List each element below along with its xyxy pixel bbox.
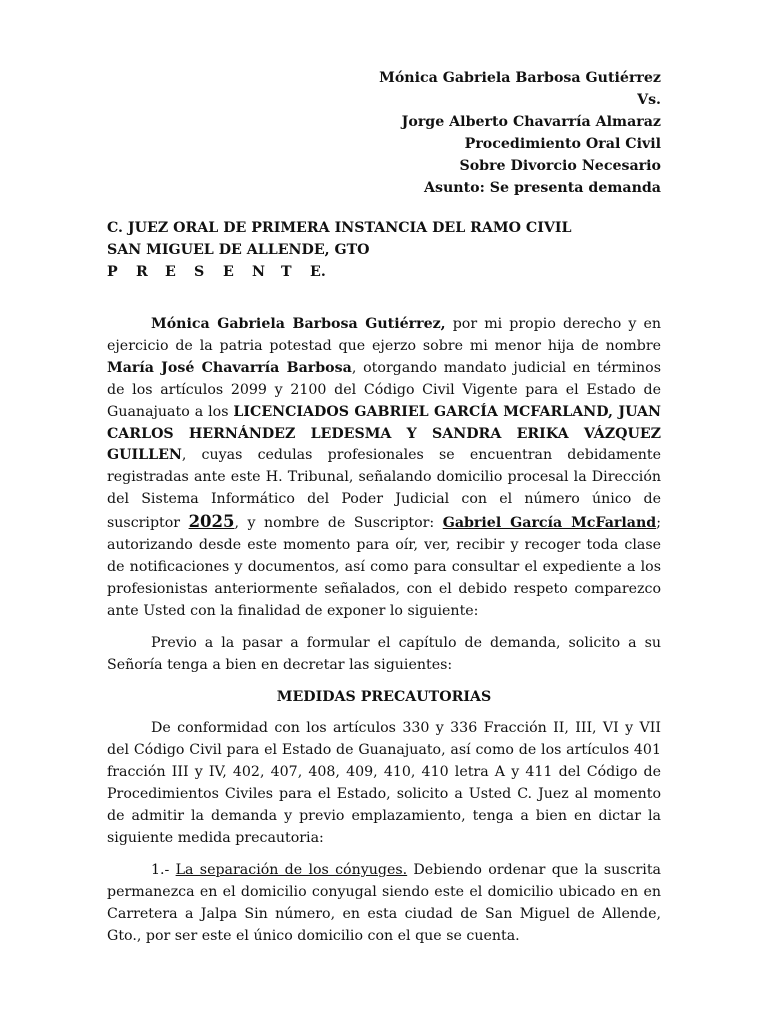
case-matter: Asunto: Se presenta demanda bbox=[423, 180, 661, 196]
addressee-location: SAN MIGUEL DE ALLENDE, GTO bbox=[107, 242, 370, 258]
versus: Vs. bbox=[637, 92, 661, 108]
defendant-name: Jorge Alberto Chavarría Almaraz bbox=[401, 114, 661, 130]
case-header bbox=[379, 67, 661, 199]
paragraph-measure-1: 1.- La separación de los cónyuges. Debiendo ordenar que la suscrita permanezca en el domicilio conyugal siendo este el domicilio ubicado en en Carretera a Jalpa Sin número, en esta ciudad de San Miguel de Allende, Gto., por ser este el único domicilio con el que se cuenta. bbox=[107, 861, 662, 944]
case-subject: Sobre Divorcio Necesario bbox=[459, 158, 661, 174]
addressee-judge: C. JUEZ ORAL DE PRIMERA INSTANCIA DEL RAMO CIVIL bbox=[107, 220, 572, 236]
document-body bbox=[107, 314, 661, 947]
paragraph-request: Previo a la pasar a formular el capítulo de demanda, solicito a su Señoría tenga a bien en decretar las siguientes: bbox=[107, 634, 661, 673]
section-heading: MEDIDAS PRECAUTORIAS bbox=[276, 688, 492, 705]
procedure-type: Procedimiento Oral Civil bbox=[464, 136, 661, 152]
paragraph-legal-basis: De conformidad con los artículos 330 y 336 Fracción II, III, VI y VII del Código Civil para el Estado de Guanajuato, así como de los artículos 401 fracción III y IV, 402, 407, 408, 409, 410, 410 letra A y 411 del Código de Procedimientos Civiles para el Estado, solicito a Usted C. Juez al momento de admitir la demanda y previo emplazamiento, tenga a bien en dictar la siguiente medida precautoria: bbox=[107, 720, 661, 846]
presente-line: P R E S E N T E. bbox=[107, 264, 326, 280]
paragraph-intro: Mónica Gabriela Barbosa Gutiérrez, por mi propio derecho y en ejercicio de la patria potestad que ejerzo sobre mi menor hija de nombre María José Chavarría Barbosa, otorgando mandato judicial en términos de los artículos 2099 y 2100 del Código Civil Vigente para el Estado de Guanajuato a los LICENCIADOS GABRIEL GARCÍA MCFARLAND, JUAN CARLOS HERNÁNDEZ LEDESMA Y SANDRA ERIKA VÁZQUEZ GUILLEN, cuyas cedulas profesionales se encuentran debidamente registradas ante este H. Tribunal, señalando domicilio procesal la Dirección del Sistema Informático del Poder Judicial con el número único de suscriptor 2025, y nombre de Suscriptor: Gabriel García McFarland; autorizando desde este momento para oír, ver, recibir y recoger toda clase de notificaciones y documentos, así como para consultar el expediente a los profesionistas anteriormente señalados, con el debido respeto comparezco ante Usted con la finalidad de exponer lo siguiente: bbox=[107, 316, 661, 619]
plaintiff-name: Mónica Gabriela Barbosa Gutiérrez bbox=[379, 70, 661, 86]
addressee-block bbox=[107, 217, 667, 283]
